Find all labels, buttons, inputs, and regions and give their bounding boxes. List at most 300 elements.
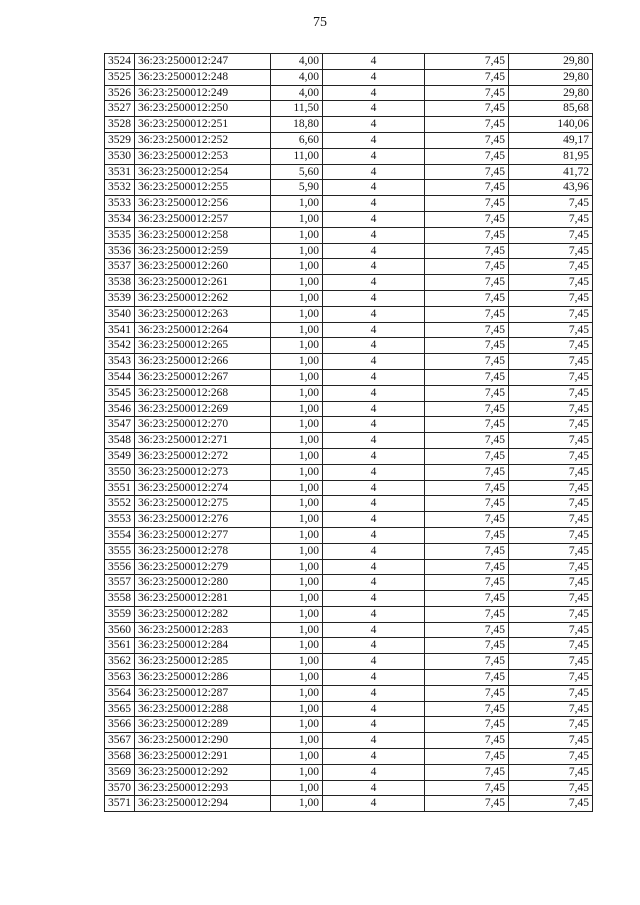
amount-cell: 7,45 [509, 543, 593, 559]
cadastral-number-cell: 36:23:2500012:265 [135, 338, 271, 354]
rate-cell: 7,45 [425, 196, 509, 212]
amount-cell: 7,45 [509, 211, 593, 227]
table-row [105, 606, 593, 622]
rate-cell: 7,45 [425, 54, 509, 70]
row-number-cell: 3551 [105, 480, 135, 496]
category-cell: 4 [323, 227, 425, 243]
table-row [105, 101, 593, 117]
rate-cell: 7,45 [425, 290, 509, 306]
area-cell: 1,00 [271, 354, 323, 370]
area-cell: 18,80 [271, 117, 323, 133]
table-row [105, 638, 593, 654]
area-cell: 4,00 [271, 69, 323, 85]
table-row [105, 749, 593, 765]
row-number-cell: 3547 [105, 417, 135, 433]
rate-cell: 7,45 [425, 480, 509, 496]
row-number-cell: 3556 [105, 559, 135, 575]
table-row [105, 733, 593, 749]
category-cell: 4 [323, 85, 425, 101]
cadastral-number-cell: 36:23:2500012:267 [135, 369, 271, 385]
cadastral-number-cell: 36:23:2500012:251 [135, 117, 271, 133]
area-cell: 1,00 [271, 401, 323, 417]
cadastral-number-cell: 36:23:2500012:248 [135, 69, 271, 85]
amount-cell: 7,45 [509, 575, 593, 591]
row-number-cell: 3567 [105, 733, 135, 749]
cadastral-number-cell: 36:23:2500012:270 [135, 417, 271, 433]
amount-cell: 7,45 [509, 369, 593, 385]
amount-cell: 7,45 [509, 464, 593, 480]
rate-cell: 7,45 [425, 764, 509, 780]
rate-cell: 7,45 [425, 717, 509, 733]
rate-cell: 7,45 [425, 796, 509, 812]
table-row [105, 543, 593, 559]
row-number-cell: 3544 [105, 369, 135, 385]
category-cell: 4 [323, 622, 425, 638]
cadastral-number-cell: 36:23:2500012:259 [135, 243, 271, 259]
area-cell: 1,00 [271, 196, 323, 212]
cadastral-number-cell: 36:23:2500012:263 [135, 306, 271, 322]
category-cell: 4 [323, 164, 425, 180]
table-row [105, 306, 593, 322]
category-cell: 4 [323, 54, 425, 70]
table-row [105, 433, 593, 449]
table-row [105, 196, 593, 212]
table-row [105, 290, 593, 306]
category-cell: 4 [323, 132, 425, 148]
amount-cell: 7,45 [509, 559, 593, 575]
amount-cell: 140,06 [509, 117, 593, 133]
amount-cell: 7,45 [509, 290, 593, 306]
rate-cell: 7,45 [425, 338, 509, 354]
cadastral-number-cell: 36:23:2500012:286 [135, 670, 271, 686]
category-cell: 4 [323, 717, 425, 733]
rate-cell: 7,45 [425, 227, 509, 243]
row-number-cell: 3570 [105, 780, 135, 796]
amount-cell: 7,45 [509, 275, 593, 291]
table-row [105, 701, 593, 717]
table-row [105, 180, 593, 196]
area-cell: 1,00 [271, 385, 323, 401]
cadastral-number-cell: 36:23:2500012:279 [135, 559, 271, 575]
area-cell: 1,00 [271, 496, 323, 512]
parcel-table [104, 53, 593, 812]
cadastral-number-cell: 36:23:2500012:293 [135, 780, 271, 796]
row-number-cell: 3541 [105, 322, 135, 338]
cadastral-number-cell: 36:23:2500012:274 [135, 480, 271, 496]
category-cell: 4 [323, 417, 425, 433]
amount-cell: 7,45 [509, 385, 593, 401]
category-cell: 4 [323, 259, 425, 275]
category-cell: 4 [323, 543, 425, 559]
amount-cell: 41,72 [509, 164, 593, 180]
rate-cell: 7,45 [425, 622, 509, 638]
table-row [105, 69, 593, 85]
cadastral-number-cell: 36:23:2500012:261 [135, 275, 271, 291]
area-cell: 1,00 [271, 464, 323, 480]
row-number-cell: 3560 [105, 622, 135, 638]
row-number-cell: 3552 [105, 496, 135, 512]
area-cell: 1,00 [271, 591, 323, 607]
cadastral-number-cell: 36:23:2500012:253 [135, 148, 271, 164]
table-body [105, 54, 593, 812]
cadastral-number-cell: 36:23:2500012:268 [135, 385, 271, 401]
area-cell: 1,00 [271, 433, 323, 449]
rate-cell: 7,45 [425, 69, 509, 85]
table-row [105, 369, 593, 385]
rate-cell: 7,45 [425, 591, 509, 607]
table-row [105, 338, 593, 354]
area-cell: 1,00 [271, 275, 323, 291]
cadastral-number-cell: 36:23:2500012:281 [135, 591, 271, 607]
row-number-cell: 3546 [105, 401, 135, 417]
row-number-cell: 3568 [105, 749, 135, 765]
amount-cell: 7,45 [509, 780, 593, 796]
cadastral-number-cell: 36:23:2500012:284 [135, 638, 271, 654]
cadastral-number-cell: 36:23:2500012:271 [135, 433, 271, 449]
amount-cell: 43,96 [509, 180, 593, 196]
area-cell: 6,60 [271, 132, 323, 148]
area-cell: 1,00 [271, 606, 323, 622]
table-row [105, 559, 593, 575]
amount-cell: 81,95 [509, 148, 593, 164]
amount-cell: 7,45 [509, 591, 593, 607]
area-cell: 1,00 [271, 622, 323, 638]
rate-cell: 7,45 [425, 670, 509, 686]
amount-cell: 7,45 [509, 670, 593, 686]
table-row [105, 670, 593, 686]
table-row [105, 764, 593, 780]
cadastral-number-cell: 36:23:2500012:250 [135, 101, 271, 117]
rate-cell: 7,45 [425, 85, 509, 101]
category-cell: 4 [323, 638, 425, 654]
row-number-cell: 3534 [105, 211, 135, 227]
row-number-cell: 3545 [105, 385, 135, 401]
row-number-cell: 3535 [105, 227, 135, 243]
row-number-cell: 3528 [105, 117, 135, 133]
rate-cell: 7,45 [425, 433, 509, 449]
area-cell: 1,00 [271, 764, 323, 780]
rate-cell: 7,45 [425, 148, 509, 164]
table-row [105, 148, 593, 164]
amount-cell: 7,45 [509, 606, 593, 622]
category-cell: 4 [323, 101, 425, 117]
row-number-cell: 3543 [105, 354, 135, 370]
table-row [105, 591, 593, 607]
amount-cell: 7,45 [509, 638, 593, 654]
rate-cell: 7,45 [425, 132, 509, 148]
row-number-cell: 3564 [105, 685, 135, 701]
amount-cell: 7,45 [509, 796, 593, 812]
area-cell: 1,00 [271, 227, 323, 243]
rate-cell: 7,45 [425, 211, 509, 227]
table-row [105, 480, 593, 496]
category-cell: 4 [323, 433, 425, 449]
area-cell: 11,50 [271, 101, 323, 117]
area-cell: 1,00 [271, 211, 323, 227]
amount-cell: 7,45 [509, 401, 593, 417]
cadastral-number-cell: 36:23:2500012:280 [135, 575, 271, 591]
cadastral-number-cell: 36:23:2500012:254 [135, 164, 271, 180]
amount-cell: 7,45 [509, 685, 593, 701]
category-cell: 4 [323, 591, 425, 607]
rate-cell: 7,45 [425, 354, 509, 370]
area-cell: 1,00 [271, 780, 323, 796]
area-cell: 1,00 [271, 369, 323, 385]
cadastral-number-cell: 36:23:2500012:264 [135, 322, 271, 338]
table-row [105, 512, 593, 528]
rate-cell: 7,45 [425, 117, 509, 133]
cadastral-number-cell: 36:23:2500012:249 [135, 85, 271, 101]
category-cell: 4 [323, 338, 425, 354]
category-cell: 4 [323, 654, 425, 670]
area-cell: 1,00 [271, 733, 323, 749]
area-cell: 1,00 [271, 685, 323, 701]
row-number-cell: 3537 [105, 259, 135, 275]
rate-cell: 7,45 [425, 496, 509, 512]
category-cell: 4 [323, 512, 425, 528]
table-row [105, 717, 593, 733]
cadastral-number-cell: 36:23:2500012:262 [135, 290, 271, 306]
amount-cell: 7,45 [509, 354, 593, 370]
amount-cell: 7,45 [509, 448, 593, 464]
cadastral-number-cell: 36:23:2500012:273 [135, 464, 271, 480]
cadastral-number-cell: 36:23:2500012:276 [135, 512, 271, 528]
cadastral-number-cell: 36:23:2500012:290 [135, 733, 271, 749]
row-number-cell: 3558 [105, 591, 135, 607]
table-row [105, 227, 593, 243]
rate-cell: 7,45 [425, 543, 509, 559]
row-number-cell: 3542 [105, 338, 135, 354]
table-row [105, 259, 593, 275]
table-row [105, 322, 593, 338]
category-cell: 4 [323, 606, 425, 622]
area-cell: 1,00 [271, 638, 323, 654]
category-cell: 4 [323, 764, 425, 780]
table-row [105, 796, 593, 812]
rate-cell: 7,45 [425, 322, 509, 338]
rate-cell: 7,45 [425, 464, 509, 480]
amount-cell: 7,45 [509, 622, 593, 638]
category-cell: 4 [323, 322, 425, 338]
rate-cell: 7,45 [425, 654, 509, 670]
rate-cell: 7,45 [425, 606, 509, 622]
table-row [105, 243, 593, 259]
row-number-cell: 3553 [105, 512, 135, 528]
rate-cell: 7,45 [425, 448, 509, 464]
amount-cell: 7,45 [509, 749, 593, 765]
table-row [105, 85, 593, 101]
area-cell: 1,00 [271, 559, 323, 575]
table-row [105, 54, 593, 70]
category-cell: 4 [323, 559, 425, 575]
area-cell: 1,00 [271, 701, 323, 717]
row-number-cell: 3524 [105, 54, 135, 70]
area-cell: 1,00 [271, 543, 323, 559]
area-cell: 1,00 [271, 306, 323, 322]
rate-cell: 7,45 [425, 401, 509, 417]
cadastral-number-cell: 36:23:2500012:288 [135, 701, 271, 717]
amount-cell: 7,45 [509, 338, 593, 354]
amount-cell: 29,80 [509, 54, 593, 70]
amount-cell: 7,45 [509, 227, 593, 243]
amount-cell: 85,68 [509, 101, 593, 117]
category-cell: 4 [323, 306, 425, 322]
rate-cell: 7,45 [425, 685, 509, 701]
cadastral-number-cell: 36:23:2500012:283 [135, 622, 271, 638]
area-cell: 1,00 [271, 322, 323, 338]
cadastral-number-cell: 36:23:2500012:285 [135, 654, 271, 670]
row-number-cell: 3525 [105, 69, 135, 85]
cadastral-number-cell: 36:23:2500012:289 [135, 717, 271, 733]
category-cell: 4 [323, 480, 425, 496]
category-cell: 4 [323, 401, 425, 417]
category-cell: 4 [323, 69, 425, 85]
amount-cell: 7,45 [509, 733, 593, 749]
rate-cell: 7,45 [425, 275, 509, 291]
cadastral-number-cell: 36:23:2500012:256 [135, 196, 271, 212]
amount-cell: 7,45 [509, 259, 593, 275]
area-cell: 1,00 [271, 448, 323, 464]
cadastral-number-cell: 36:23:2500012:269 [135, 401, 271, 417]
row-number-cell: 3571 [105, 796, 135, 812]
rate-cell: 7,45 [425, 559, 509, 575]
row-number-cell: 3566 [105, 717, 135, 733]
row-number-cell: 3540 [105, 306, 135, 322]
table-row [105, 117, 593, 133]
category-cell: 4 [323, 796, 425, 812]
row-number-cell: 3530 [105, 148, 135, 164]
cadastral-number-cell: 36:23:2500012:291 [135, 749, 271, 765]
rate-cell: 7,45 [425, 733, 509, 749]
table-row [105, 496, 593, 512]
area-cell: 5,60 [271, 164, 323, 180]
rate-cell: 7,45 [425, 575, 509, 591]
category-cell: 4 [323, 243, 425, 259]
table-row [105, 164, 593, 180]
table-row [105, 654, 593, 670]
amount-cell: 7,45 [509, 701, 593, 717]
area-cell: 4,00 [271, 85, 323, 101]
category-cell: 4 [323, 180, 425, 196]
table-row [105, 275, 593, 291]
cadastral-number-cell: 36:23:2500012:252 [135, 132, 271, 148]
amount-cell: 29,80 [509, 85, 593, 101]
rate-cell: 7,45 [425, 780, 509, 796]
row-number-cell: 3533 [105, 196, 135, 212]
table-row [105, 385, 593, 401]
table-row [105, 211, 593, 227]
category-cell: 4 [323, 448, 425, 464]
amount-cell: 49,17 [509, 132, 593, 148]
category-cell: 4 [323, 780, 425, 796]
category-cell: 4 [323, 354, 425, 370]
table-row [105, 575, 593, 591]
rate-cell: 7,45 [425, 749, 509, 765]
row-number-cell: 3565 [105, 701, 135, 717]
category-cell: 4 [323, 275, 425, 291]
cadastral-number-cell: 36:23:2500012:277 [135, 527, 271, 543]
area-cell: 1,00 [271, 480, 323, 496]
category-cell: 4 [323, 685, 425, 701]
row-number-cell: 3550 [105, 464, 135, 480]
rate-cell: 7,45 [425, 701, 509, 717]
row-number-cell: 3559 [105, 606, 135, 622]
cadastral-number-cell: 36:23:2500012:260 [135, 259, 271, 275]
rate-cell: 7,45 [425, 527, 509, 543]
area-cell: 1,00 [271, 717, 323, 733]
page-number: 75 [313, 15, 327, 30]
table-row [105, 132, 593, 148]
area-cell: 1,00 [271, 259, 323, 275]
row-number-cell: 3529 [105, 132, 135, 148]
amount-cell: 7,45 [509, 243, 593, 259]
row-number-cell: 3557 [105, 575, 135, 591]
category-cell: 4 [323, 196, 425, 212]
rate-cell: 7,45 [425, 101, 509, 117]
row-number-cell: 3562 [105, 654, 135, 670]
amount-cell: 7,45 [509, 496, 593, 512]
amount-cell: 7,45 [509, 417, 593, 433]
category-cell: 4 [323, 527, 425, 543]
cadastral-number-cell: 36:23:2500012:275 [135, 496, 271, 512]
category-cell: 4 [323, 385, 425, 401]
row-number-cell: 3563 [105, 670, 135, 686]
area-cell: 1,00 [271, 749, 323, 765]
table-row [105, 401, 593, 417]
amount-cell: 7,45 [509, 717, 593, 733]
row-number-cell: 3526 [105, 85, 135, 101]
amount-cell: 7,45 [509, 764, 593, 780]
category-cell: 4 [323, 575, 425, 591]
table-row [105, 354, 593, 370]
rate-cell: 7,45 [425, 259, 509, 275]
amount-cell: 7,45 [509, 433, 593, 449]
row-number-cell: 3561 [105, 638, 135, 654]
row-number-cell: 3539 [105, 290, 135, 306]
row-number-cell: 3531 [105, 164, 135, 180]
area-cell: 1,00 [271, 654, 323, 670]
area-cell: 5,90 [271, 180, 323, 196]
amount-cell: 7,45 [509, 480, 593, 496]
area-cell: 1,00 [271, 417, 323, 433]
category-cell: 4 [323, 211, 425, 227]
row-number-cell: 3532 [105, 180, 135, 196]
row-number-cell: 3538 [105, 275, 135, 291]
cadastral-number-cell: 36:23:2500012:278 [135, 543, 271, 559]
rate-cell: 7,45 [425, 385, 509, 401]
category-cell: 4 [323, 290, 425, 306]
rate-cell: 7,45 [425, 369, 509, 385]
row-number-cell: 3527 [105, 101, 135, 117]
cadastral-number-cell: 36:23:2500012:292 [135, 764, 271, 780]
category-cell: 4 [323, 496, 425, 512]
cadastral-number-cell: 36:23:2500012:258 [135, 227, 271, 243]
table-row [105, 448, 593, 464]
rate-cell: 7,45 [425, 638, 509, 654]
cadastral-number-cell: 36:23:2500012:272 [135, 448, 271, 464]
area-cell: 1,00 [271, 512, 323, 528]
area-cell: 1,00 [271, 670, 323, 686]
cadastral-number-cell: 36:23:2500012:255 [135, 180, 271, 196]
table-row [105, 780, 593, 796]
area-cell: 4,00 [271, 54, 323, 70]
row-number-cell: 3549 [105, 448, 135, 464]
cadastral-number-cell: 36:23:2500012:247 [135, 54, 271, 70]
rate-cell: 7,45 [425, 306, 509, 322]
category-cell: 4 [323, 464, 425, 480]
area-cell: 1,00 [271, 575, 323, 591]
category-cell: 4 [323, 749, 425, 765]
